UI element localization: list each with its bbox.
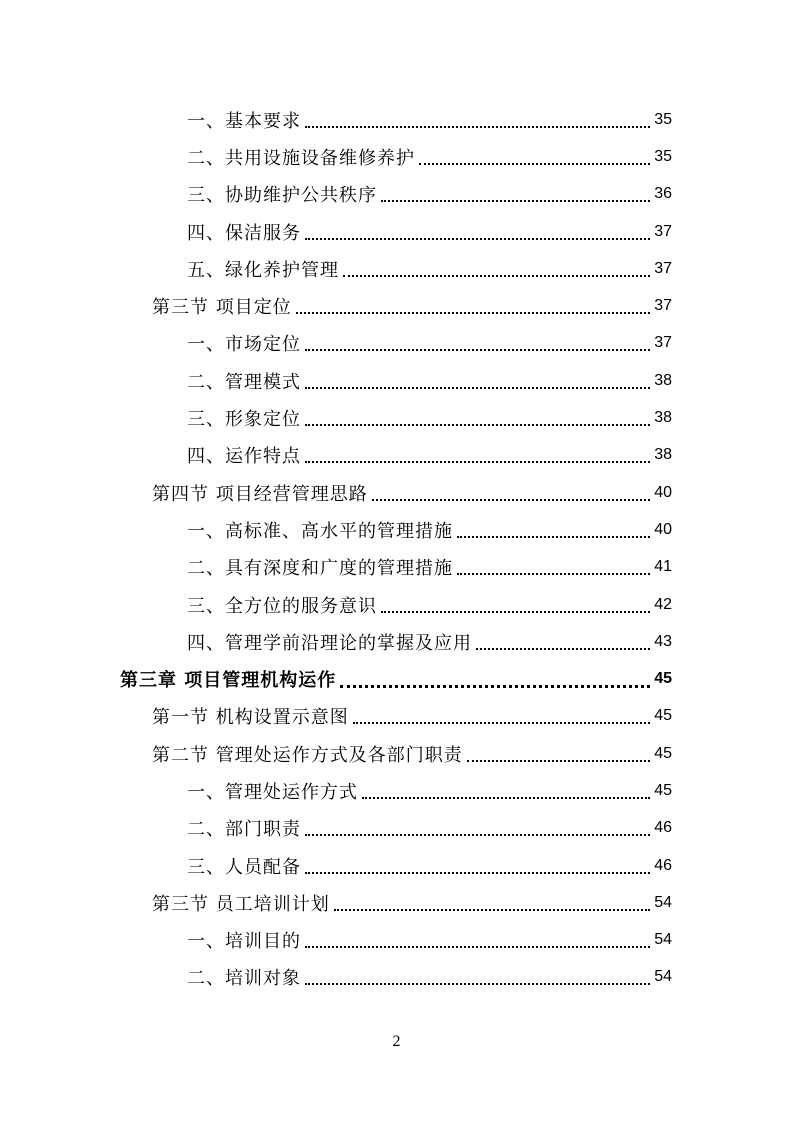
dot-leader [305,872,650,874]
toc-entry-title: 一、培训目的 [187,931,301,953]
toc-entry-page: 35 [654,147,672,165]
dot-leader [334,909,650,911]
dot-leader [381,200,650,202]
page-number: 2 [392,1033,401,1050]
toc-entry-page: 46 [654,819,672,837]
toc-entry-page: 54 [654,931,672,949]
toc-subsection-entry[interactable] [0,250,672,287]
toc-entry-page: 40 [654,520,672,538]
toc-entry-page: 43 [654,632,672,650]
toc-subsection-entry[interactable] [0,511,672,548]
toc-entry-page: 45 [654,707,672,725]
dot-leader [305,424,650,426]
dot-leader [457,573,650,575]
dot-leader [305,461,650,463]
dot-leader [305,349,650,351]
table-of-contents [0,101,793,996]
dot-leader [362,797,650,799]
toc-section-entry[interactable] [0,698,672,735]
toc-section-entry[interactable] [0,287,672,324]
toc-subsection-entry[interactable] [0,959,672,996]
toc-entry-title: 二、培训对象 [187,968,301,990]
toc-entry-title: 三、全方位的服务意识 [187,595,377,617]
toc-entry-title: 一、市场定位 [187,334,301,356]
toc-entry-title: 一、高标准、高水平的管理措施 [187,520,453,542]
toc-section-entry[interactable] [0,735,672,772]
dot-leader [372,499,650,501]
toc-entry-page: 37 [654,297,672,315]
toc-subsection-entry[interactable] [0,101,672,138]
dot-leader [457,536,650,538]
toc-subsection-entry[interactable] [0,810,672,847]
dot-leader [305,238,650,240]
toc-subsection-entry[interactable] [0,586,672,623]
toc-entry-title: 四、管理学前沿理论的掌握及应用 [187,632,472,654]
dot-leader [381,611,650,613]
toc-entry-title: 五、绿化养护管理 [187,259,339,281]
toc-entry-page: 45 [654,781,672,799]
toc-subsection-entry[interactable] [0,437,672,474]
toc-entry-title: 三、人员配备 [187,856,301,878]
toc-entry-page: 41 [654,558,672,576]
dot-leader [305,387,650,389]
dot-leader [340,685,650,688]
dot-leader [296,312,650,314]
toc-entry-page: 35 [654,110,672,128]
toc-entry-page: 54 [654,893,672,911]
toc-entry-title: 一、基本要求 [187,110,301,132]
toc-subsection-entry[interactable] [0,176,672,213]
toc-subsection-entry[interactable] [0,922,672,959]
toc-subsection-entry[interactable] [0,362,672,399]
toc-entry-title: 第三章 项目管理机构运作 [120,670,337,692]
toc-entry-page: 54 [654,968,672,986]
toc-entry-page: 46 [654,856,672,874]
toc-entry-page: 37 [654,259,672,277]
dot-leader [353,722,650,724]
toc-subsection-entry[interactable] [0,399,672,436]
toc-entry-page: 45 [654,670,672,688]
dot-leader [419,163,650,165]
dot-leader [305,983,650,985]
toc-chapter-entry[interactable] [0,660,672,697]
toc-subsection-entry[interactable] [0,138,672,175]
toc-entry-page: 37 [654,334,672,352]
toc-subsection-entry[interactable] [0,213,672,250]
toc-entry-page: 40 [654,483,672,501]
toc-entry-title: 二、具有深度和广度的管理措施 [187,558,453,580]
toc-subsection-entry[interactable] [0,549,672,586]
toc-entry-page: 38 [654,409,672,427]
toc-entry-title: 三、形象定位 [187,409,301,431]
toc-subsection-entry[interactable] [0,772,672,809]
toc-entry-title: 二、部门职责 [187,819,301,841]
toc-entry-page: 38 [654,371,672,389]
toc-entry-page: 45 [654,744,672,762]
toc-subsection-entry[interactable] [0,325,672,362]
dot-leader [305,946,650,948]
toc-entry-page: 36 [654,185,672,203]
toc-section-entry[interactable] [0,884,672,921]
toc-entry-title: 第二节 管理处运作方式及各部门职责 [152,744,463,766]
toc-entry-title: 三、协助维护公共秩序 [187,185,377,207]
toc-entry-page: 42 [654,595,672,613]
dot-leader [476,648,650,650]
dot-leader [305,126,650,128]
toc-entry-title: 第三节 项目定位 [152,297,292,319]
toc-entry-title: 二、管理模式 [187,371,301,393]
toc-entry-title: 二、共用设施设备维修养护 [187,147,415,169]
toc-entry-page: 38 [654,446,672,464]
toc-entry-title: 四、运作特点 [187,446,301,468]
dot-leader [467,760,650,762]
toc-subsection-entry[interactable] [0,847,672,884]
toc-entry-title: 第四节 项目经营管理思路 [152,483,368,505]
dot-leader [305,834,650,836]
toc-entry-title: 第一节 机构设置示意图 [152,707,349,729]
toc-entry-page: 37 [654,222,672,240]
dot-leader [343,275,650,277]
toc-entry-title: 四、保洁服务 [187,222,301,244]
toc-subsection-entry[interactable] [0,623,672,660]
toc-section-entry[interactable] [0,474,672,511]
toc-entry-title: 第三节 员工培训计划 [152,893,330,915]
toc-entry-title: 一、管理处运作方式 [187,781,358,803]
